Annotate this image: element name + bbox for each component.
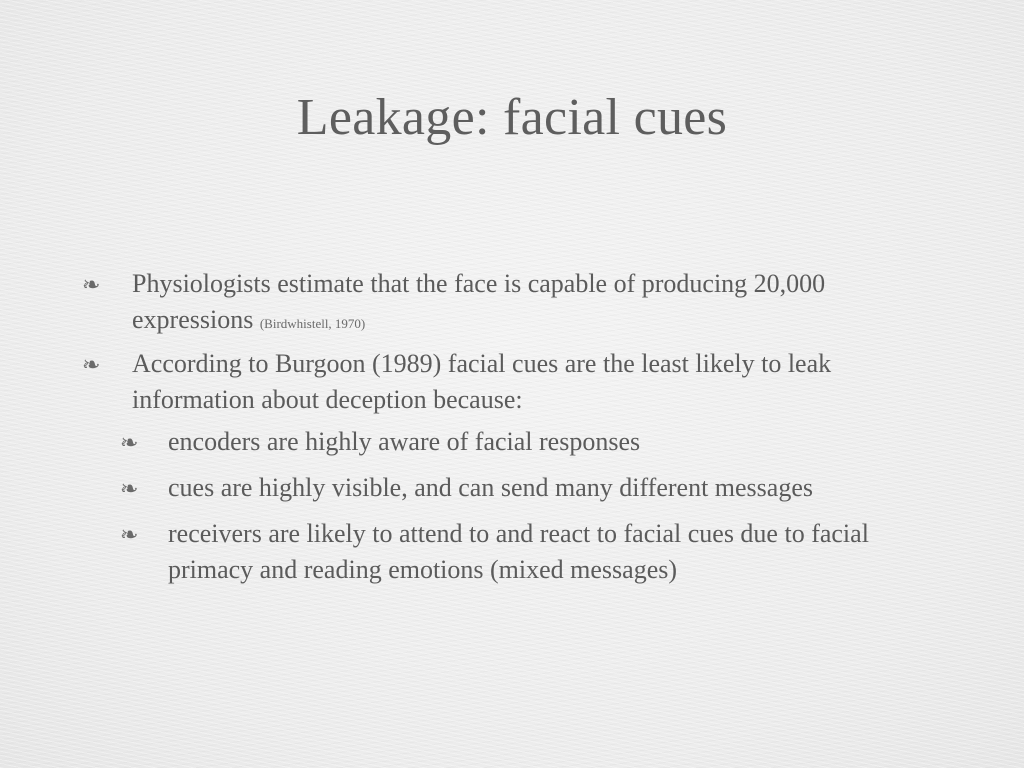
fleuron-bullet-icon: ❧ (82, 272, 101, 297)
bullet-text: Physiologists estimate that the face is capable of producing 20,000 expressions (132, 269, 826, 334)
sub-bullet-text: encoders are highly aware of facial responses (168, 427, 641, 456)
sub-bullet-item (0, 470, 928, 506)
bullet-list (0, 266, 1024, 598)
sub-bullet-item (0, 424, 928, 460)
fleuron-bullet-icon: ❧ (120, 430, 139, 455)
sub-bullet-text: receivers are likely to attend to and react to facial cues due to facial primacy and reading emotions (mixed messages) (168, 519, 869, 584)
fleuron-bullet-icon: ❧ (120, 522, 139, 547)
citation: (Birdwhistell, 1970) (259, 316, 366, 331)
fleuron-bullet-icon: ❧ (82, 352, 101, 377)
bullet-item (0, 346, 932, 418)
fleuron-bullet-icon: ❧ (120, 476, 139, 501)
sub-bullet-text: cues are highly visible, and can send many different messages (168, 473, 813, 502)
bullet-item (0, 266, 932, 342)
sub-bullet-item (0, 516, 928, 588)
slide-title: Leakage: facial cues (296, 89, 728, 146)
bullet-text: According to Burgoon (1989) facial cues are the least likely to leak information about deception because: (132, 349, 832, 414)
